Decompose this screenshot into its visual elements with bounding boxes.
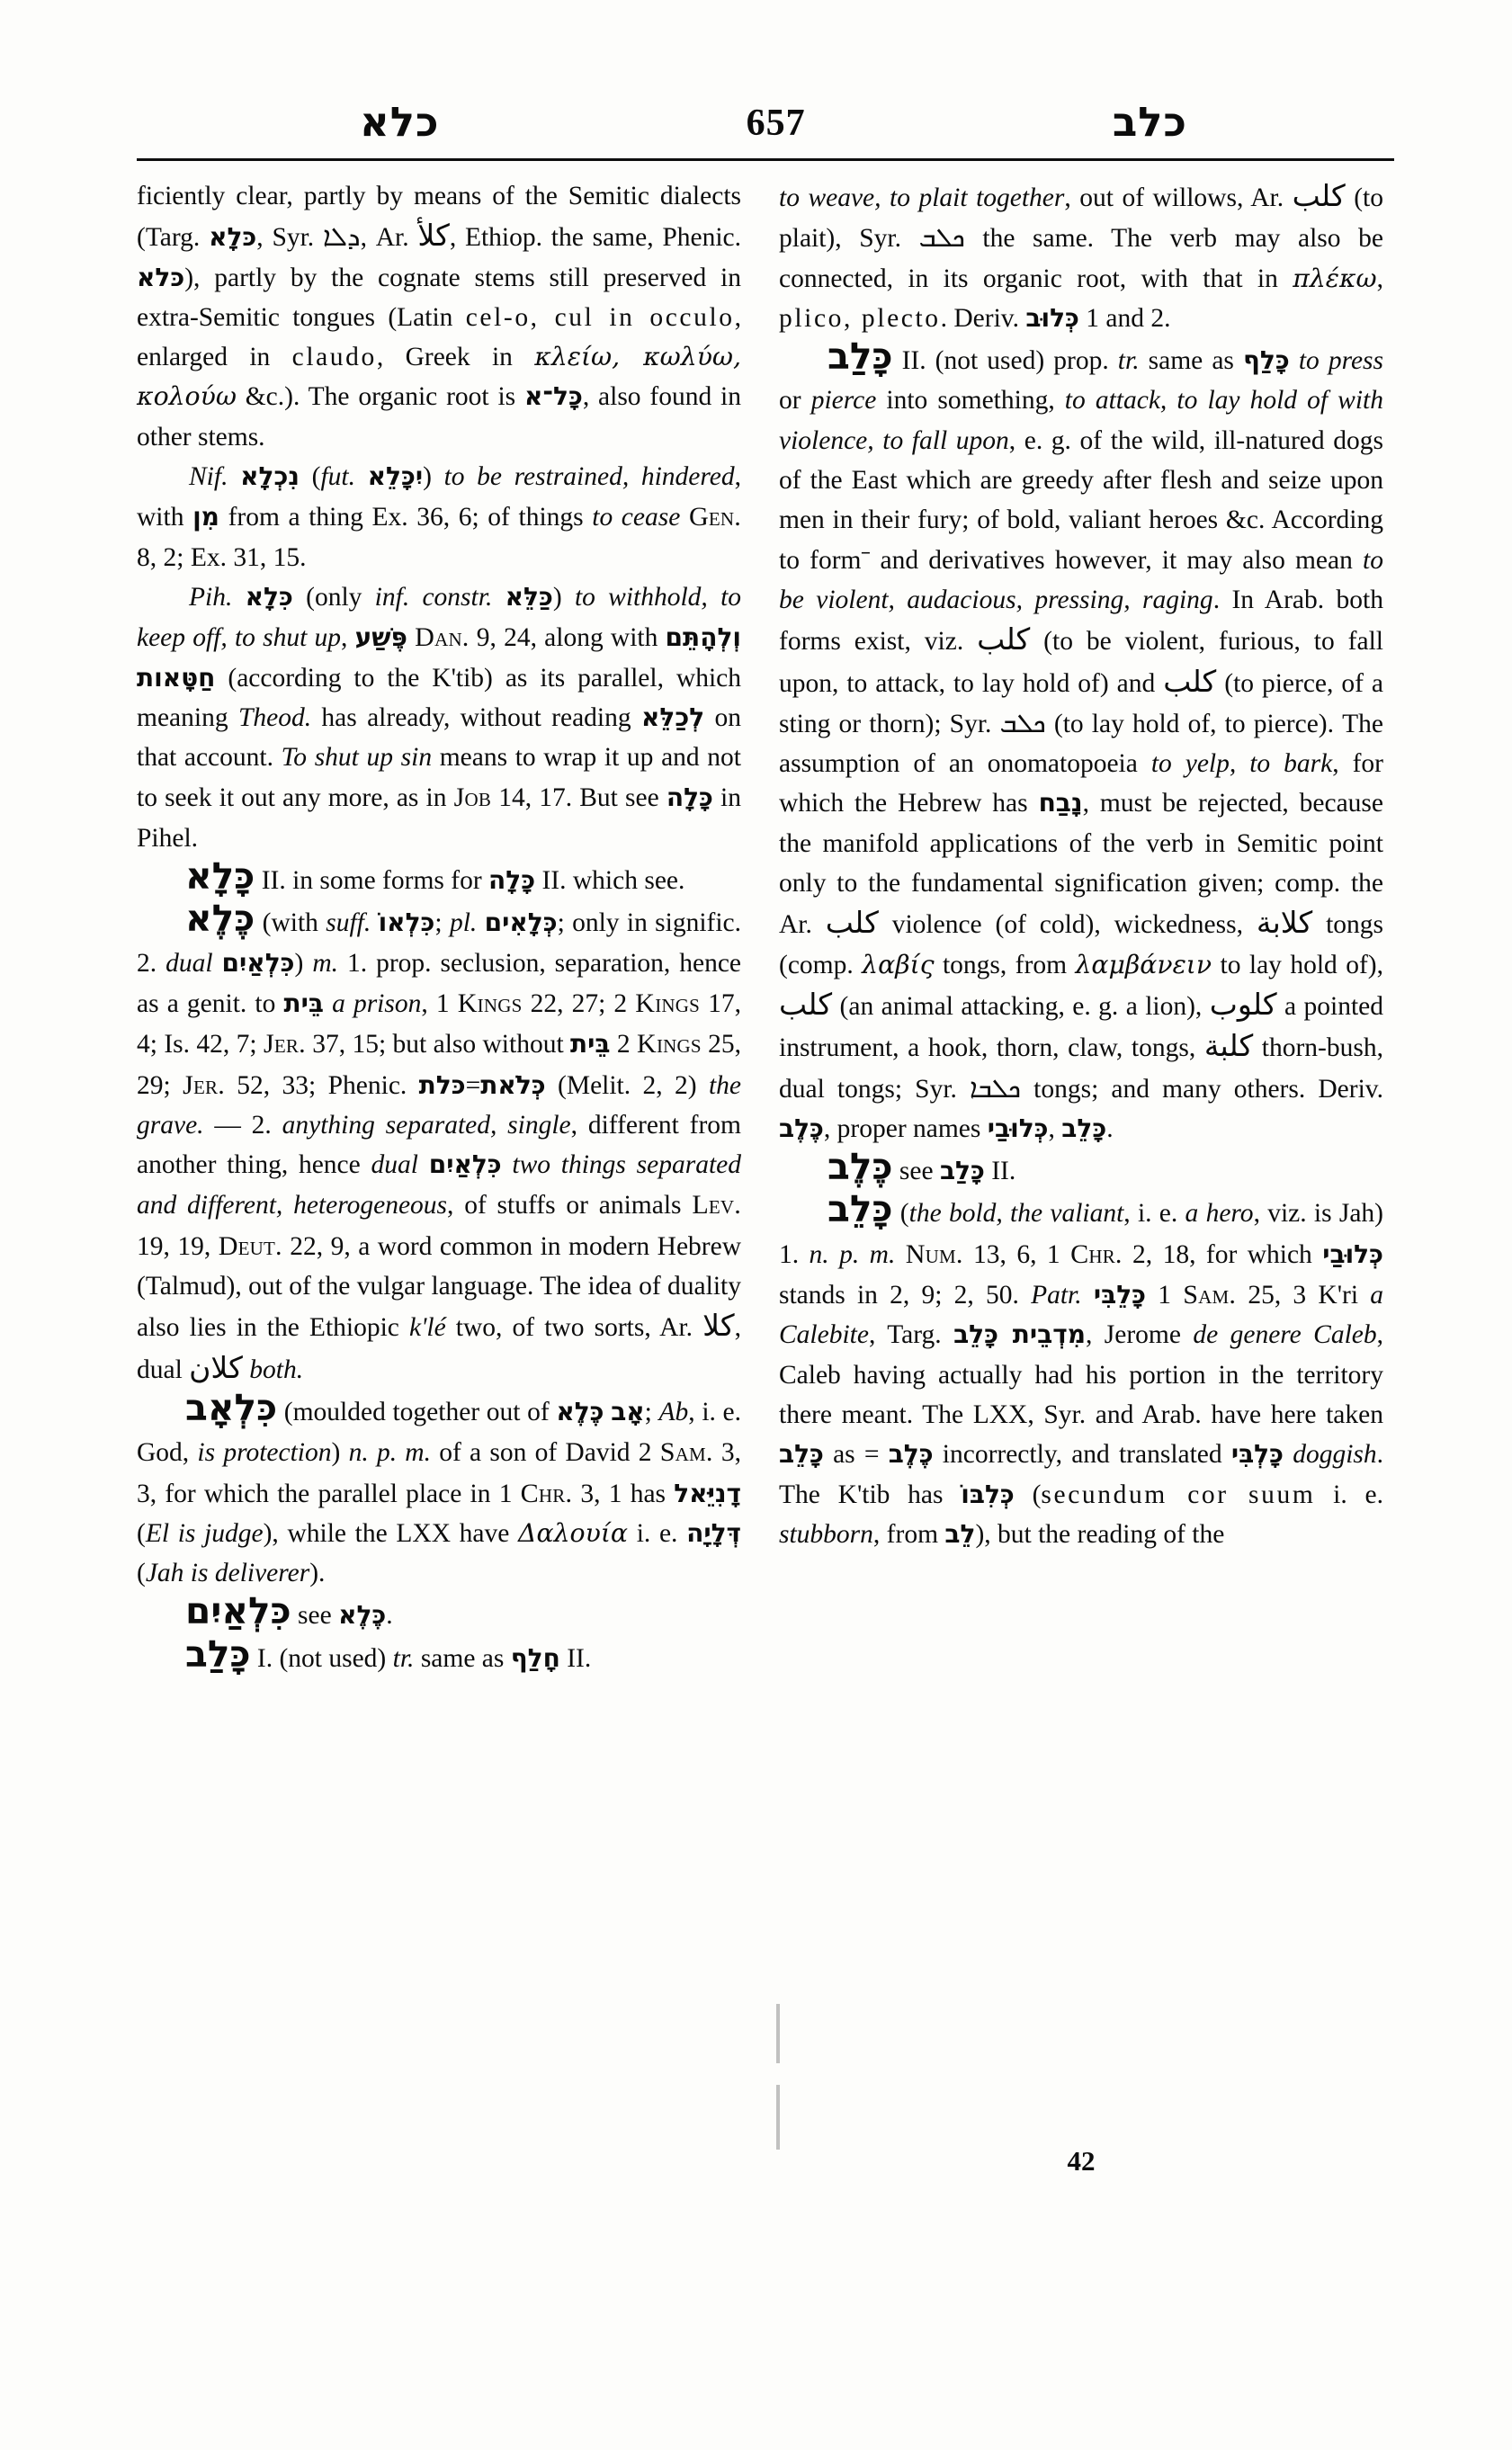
- emphasis-text: a Calebite: [779, 1281, 1383, 1350]
- emphasis-text: tr.: [392, 1643, 415, 1673]
- hebrew-word: כִּלְאוֹ: [378, 908, 435, 938]
- hebrew-word: כְּלָאִים: [484, 908, 558, 938]
- emphasis-text: suff.: [326, 908, 371, 938]
- emphasis-text: both.: [249, 1355, 304, 1384]
- hebrew-word: כִּלְאַיִם: [221, 947, 295, 978]
- emphasis-text: pl.: [449, 908, 478, 938]
- emphasis-text: to attack, to lay hold of with violence, to fall upon: [779, 386, 1383, 455]
- scan-edge-artifact: [776, 2004, 780, 2063]
- hebrew-word: כְּלוּב: [1025, 302, 1079, 333]
- paragraph-kala-continuation: ficiently clear, partly by means of the Semitic dialects (Targ. כּלָא, Syr. ܕܠܐ, Ar. كلأ, Ethiop. the same, Phenic. כּלא), partly by the cognate stems still preserved in extra-Semitic tongues (Latin cel-o, cul in occulo, enlarged in claudo, Greek in κλείω, κωλύω, κολούω &c.). The organic root is כָּל־א, also found in other stems.: [137, 182, 742, 452]
- hebrew-word: אָב: [611, 1396, 645, 1426]
- emphasis-text: Jah is deliverer: [145, 1559, 310, 1588]
- hebrew-word: מִן: [192, 502, 219, 532]
- scripture-book-abbrev: Gen.: [688, 501, 741, 532]
- hebrew-word: יִכָּלֵא: [367, 461, 424, 492]
- scripture-book-abbrev: Num.: [905, 1238, 963, 1269]
- emphasis-text: plico, plecto: [779, 303, 941, 333]
- hebrew-word: כָּלַף: [1243, 345, 1290, 376]
- hebrew-word: כָּלְבִּי: [1230, 1439, 1284, 1470]
- arabic-word: كلابة: [1256, 905, 1313, 941]
- hebrew-word: בֵּית: [570, 1029, 611, 1060]
- scripture-book-abbrev: Sam.: [1183, 1279, 1237, 1310]
- emphasis-text: to withhold, to keep off, to shut up: [137, 582, 742, 653]
- entry-keleb-crossref: כֶּלֶב see כָּלַב II.: [828, 1145, 1016, 1189]
- signature-number: 42: [1067, 2145, 1096, 2177]
- scripture-book-abbrev: Kings: [635, 987, 701, 1018]
- emphasis-text: to weave, to plait together: [779, 183, 1065, 212]
- greek-word: λαμβάνειν: [1075, 949, 1212, 979]
- scripture-book-abbrev: Deut.: [218, 1229, 282, 1261]
- hebrew-word: וְלְהָתֵּם חַטָּאות: [137, 622, 742, 693]
- emphasis-text: to cease: [592, 503, 681, 532]
- scripture-book-abbrev: Job: [453, 782, 492, 813]
- hebrew-word: חָלַף: [510, 1642, 560, 1673]
- arabic-word: كلان: [189, 1349, 243, 1385]
- hebrew-word: כָּל־א: [523, 381, 583, 412]
- emphasis-text: de genere Caleb: [1193, 1320, 1377, 1350]
- left-text-column: [137, 176, 741, 1678]
- hebrew-word: לְכַלֵּא: [640, 702, 705, 732]
- hebrew-word: כָּלֵבִּי: [1093, 1280, 1147, 1310]
- paragraph-kalab-I-continuation: to weave, to plait together, out of willows, Ar. كلب (to plait), Syr. ܟܠܒ the same. The verb may also be connected, in its organic root, with that in πλέκω, plico, plecto. Deriv. כְּלוּב 1 and 2.: [779, 178, 1383, 333]
- entry-headword: כָּלֵב: [828, 1187, 893, 1231]
- scripture-book-abbrev: Sam.: [659, 1436, 713, 1468]
- emphasis-text: pierce: [810, 386, 877, 416]
- emphasis-text: Theod.: [237, 702, 312, 732]
- scripture-book-abbrev: Chr.: [1070, 1238, 1123, 1269]
- emphasis-text: To shut up sin: [281, 743, 433, 773]
- hebrew-word: כֶּלֶב: [779, 1113, 824, 1143]
- running-head: [135, 74, 1394, 146]
- entry-kele: כֶּלֶא (with suff. כִּלְאוֹ; pl. כְּלָאִים; only in signific. 2. dual כִּלְאַיִם) m. 1. prop. seclusion, separation, hence as a genit. to בֵּית a prison, 1 Kings 22, 27; 2 Kings 17, 4; Is. 42, 7; Jer. 37, 15; but also without בֵּית 2 Kings 25, 29; Jer. 52, 33; Phenic. כּלת=כְּלֹאת (Melit. 2, 2) the grave. — 2. anything separated, single, different from another thing, hence dual כִּלְאַיִם two things separated and different, heterogeneous, of stuffs or animals Lev. 19, 19, Deut. 22, 9, a word common in modern Hebrew (Talmud), out of the vulgar language. The idea of duality also lies in the Ethiopic k'lé two, of two sorts, Ar. كلا, dual كلان both.: [137, 897, 742, 1385]
- entry-kaleb: כָּלֵב (the bold, the valiant, i. e. a hero, viz. is Jah) 1. n. p. m. Num. 13, 6, 1 Chr. 2, 18, for which כְּלוּבַי stands in 2, 9; 2, 50. Patr. כָּלֵבִּי 1 Sam. 25, 3 K'ri a Calebite, Targ. מִדְבֵית כָּלֵב, Jerome de genere Caleb, Caleb having actually had his portion in the territory there meant. The LXX, Syr. and Arab. have here taken כָּלֵב as = כֶּלֶב incorrectly, and translated כָּלְבִּי doggish. The K'tib has כְּלִבּוֹ (secundum cor suum i. e. stubborn, from לֵב), but the reading of the: [779, 1187, 1384, 1549]
- right-text-column: [779, 176, 1383, 1554]
- hebrew-word: נָבַח: [1038, 788, 1083, 818]
- hebrew-word: כְּלוּבַי: [1322, 1238, 1384, 1269]
- emphasis-text: dual: [166, 948, 213, 978]
- arabic-word: كلب: [825, 905, 879, 941]
- entry-kalab-II: כָּלַב II. (not used) prop. tr. same as כָּלַף to press or pierce into something, to attack, to lay hold of with violence, to fall upon, e. g. of the wild, ill-natured dogs of the East which are greedy after flesh and seize upon men in their fury; of bold, valiant heroes &c. According to formˉ and derivatives however, it may also mean to be violent, audacious, pressing, raging. In Arab. both forms exist, viz. كلب (to be violent, furious, to fall upon, to attack, to lay hold of) and كلب (to pierce, of a sting or thorn); Syr. ܟܠܒ (to lay hold of, to pierce). The assumption of an onomatopoeia to yelp, to bark, for which the Hebrew has נָבַח, must be rejected, because the manifold applications of the verb in Semitic point only to the fundamental signification given; comp. the Ar. كلب violence (of cold), wickedness, كلابة tongs (comp. λαβίς tongs, from λαμβάνειν to lay hold of), كلب (an animal attacking, e. g. a lion), كلوب a pointed instrument, a hook, thorn, claw, tongs, كلبة thorn-bush, dual tongs; Syr. ܟܠܒܐ tongs; and many others. Deriv. כֶּלֶב, proper names כְּלוּבַי, כָּלֵב.: [779, 335, 1384, 1143]
- entry-headword: כֶּלֶב: [828, 1145, 893, 1189]
- hebrew-word: כּלָא: [209, 222, 257, 253]
- emphasis-text: inf. constr.: [374, 582, 493, 612]
- emphasis-text: m.: [312, 948, 339, 978]
- emphasis-text: Ab: [658, 1397, 689, 1426]
- greek-word: Δαλουία: [518, 1517, 629, 1548]
- emphasis-text: to yelp, to bark: [1150, 749, 1333, 779]
- hebrew-word: כֶּלֶא: [338, 1600, 387, 1631]
- header-rule: [137, 158, 1394, 161]
- entry-headword: כָּלָא: [185, 854, 255, 899]
- arabic-word: كلأ: [417, 218, 450, 254]
- scripture-book-abbrev: Chr.: [520, 1477, 573, 1508]
- scripture-book-abbrev: Kings: [637, 1028, 702, 1060]
- emphasis-text: tr.: [1117, 346, 1140, 376]
- arabic-word: كلب: [1292, 178, 1346, 213]
- syriac-word: ܟܠܒ: [918, 222, 965, 254]
- entry-headword: כֶּלֶא: [185, 897, 255, 941]
- emphasis-text: n. p. m.: [809, 1239, 896, 1269]
- emphasis-text: Pih.: [189, 582, 233, 612]
- hebrew-word: כָּלֵב: [1061, 1113, 1107, 1143]
- emphasis-text: to be restrained, hindered: [443, 462, 735, 492]
- hebrew-word: דָנִיֵּאל: [674, 1478, 741, 1508]
- hebrew-word: כָּלָה: [488, 865, 536, 896]
- emphasis-text: claudo: [291, 343, 377, 372]
- emphasis-text: to press: [1298, 346, 1384, 376]
- greek-word: κλείω, κωλύω, κολούω: [137, 342, 741, 412]
- arabic-word: كلب: [779, 986, 833, 1022]
- arabic-word: كلا: [702, 1308, 735, 1344]
- syriac-word: ܟܠܒ: [999, 707, 1046, 738]
- greek-word: λαβίς: [862, 949, 935, 979]
- emphasis-text: Nif.: [189, 462, 228, 492]
- hebrew-word: דְּלָיָה: [686, 1517, 742, 1548]
- emphasis-text: fut.: [320, 462, 356, 492]
- greek-word: πλέκω: [1293, 263, 1377, 293]
- hebrew-word: כֶּלֶב: [888, 1439, 934, 1470]
- emphasis-text: dual: [371, 1150, 418, 1180]
- entry-headword: כִּלְאַיִם: [185, 1589, 291, 1633]
- emphasis-text: doggish: [1293, 1440, 1377, 1470]
- entry-headword: כִּלְאָב: [185, 1385, 278, 1429]
- hebrew-word: כּלת: [418, 1069, 466, 1100]
- scan-edge-artifact: [776, 2085, 780, 2150]
- emphasis-text: El is judge: [145, 1518, 264, 1548]
- arabic-word: كلب: [977, 621, 1031, 657]
- emphasis-text: k'lé: [408, 1313, 446, 1343]
- emphasis-text: is protection: [197, 1438, 332, 1468]
- arabic-word: كلبة: [1203, 1028, 1254, 1064]
- hebrew-word: כָּלָה: [666, 782, 713, 813]
- emphasis-text: a prison: [332, 988, 422, 1018]
- emphasis-text: to be violent, audacious, pressing, raging: [779, 545, 1383, 614]
- arabic-word: كلوب: [1209, 986, 1277, 1022]
- hebrew-word: כָּלֵב: [779, 1439, 824, 1470]
- emphasis-text: secundum cor suum: [1041, 1480, 1316, 1509]
- hebrew-word: בֵּית: [283, 988, 324, 1018]
- scripture-book-abbrev: Jer.: [183, 1069, 225, 1100]
- entry-kala-II: כָּלָא II. in some forms for כָּלָה II. which see.: [185, 854, 685, 899]
- entry-kilab: כִּלְאָב (moulded together out of כֶּלֶא אָב; Ab, i. e. God, is protection) n. p. m. of a son of David 2 Sam. 3, 3, for which the parallel place in 1 Chr. 3, 1 has דָנִיֵּאל (El is judge), while the LXX have Δαλουία i. e. דְּלָיָה (Jah is deliverer).: [137, 1385, 742, 1588]
- emphasis-text: anything separated, single: [282, 1110, 571, 1140]
- emphasis-text: two things separated and different, heterogeneous: [137, 1150, 741, 1221]
- arabic-word: كلب: [1163, 663, 1217, 699]
- hebrew-word: לֵב: [944, 1518, 976, 1549]
- hebrew-word: כַּלֵּא: [505, 581, 553, 612]
- emphasis-text: Patr.: [1031, 1281, 1082, 1310]
- hebrew-word: כְּלִבּוֹ: [961, 1479, 1015, 1509]
- entry-headword: כָּלַב: [828, 335, 893, 379]
- running-head-right-headword: כלב: [1112, 98, 1187, 146]
- hebrew-word: כְּלֹאת: [480, 1069, 546, 1100]
- hebrew-word: כּלא: [137, 262, 185, 292]
- scripture-book-abbrev: Kings: [457, 987, 523, 1018]
- paragraph-nifal: Nif. נִכְלָא (fut. יִכָּלֵא) to be restrained, hindered, with מִן from a thing Ex. 36, 6; of things to cease Gen. 8, 2; Ex. 31, 15.: [137, 461, 741, 572]
- hebrew-word: כְּלוּבַי: [987, 1113, 1049, 1143]
- emphasis-text: stubborn: [779, 1519, 873, 1549]
- hebrew-word: כִּלְאַיִם: [428, 1149, 502, 1180]
- hebrew-word: נִכְלָא: [240, 461, 300, 492]
- emphasis-text: n. p. m.: [348, 1438, 431, 1468]
- page-number: 657: [746, 103, 806, 144]
- hebrew-word: כֶּלֶא: [556, 1396, 604, 1426]
- hebrew-word: מִדְבֵית כָּלֵב: [953, 1319, 1086, 1350]
- hebrew-word: כִּלָא: [245, 581, 293, 612]
- entry-kilayim-crossref: כִּלְאַיִם see כֶּלֶא.: [185, 1589, 393, 1633]
- running-head-left-headword: כלא: [360, 98, 440, 146]
- entry-kalab-I: כָּלַב I. (not used) tr. same as חָלַף II.: [185, 1632, 592, 1676]
- scripture-book-abbrev: Lev.: [692, 1189, 741, 1221]
- hebrew-word: כָּלַב: [939, 1156, 985, 1186]
- scripture-book-abbrev: Dan.: [415, 621, 470, 653]
- hebrew-word: פֶּשַׁע: [354, 622, 407, 653]
- emphasis-text: the bold, the valiant: [908, 1199, 1124, 1229]
- emphasis-text: the grave.: [137, 1070, 741, 1140]
- emphasis-text: a hero: [1185, 1199, 1254, 1229]
- entry-headword: כָּלַב: [185, 1632, 251, 1676]
- scripture-book-abbrev: Jer.: [263, 1028, 306, 1060]
- syriac-word: ܟܠܒܐ: [970, 1072, 1022, 1104]
- syriac-word: ܕܠܐ: [322, 221, 361, 253]
- paragraph-piel: Pih. כִּלָא (only inf. constr. כַּלֵּא) to withhold, to keep off, to shut up, פֶּשַׁע Dan. 9, 24, along with וְלְהָתֵּם חַטָּאות (according to the K'tib) as its parallel, which meaning Theod. has already, without reading לְכַלֵּא on that account. To shut up sin means to wrap it up and not to seek it out any more, as in Job 14, 17. But see כָּלָה in Pihel.: [137, 581, 742, 853]
- emphasis-text: cel-o, cul in occulo: [465, 302, 735, 332]
